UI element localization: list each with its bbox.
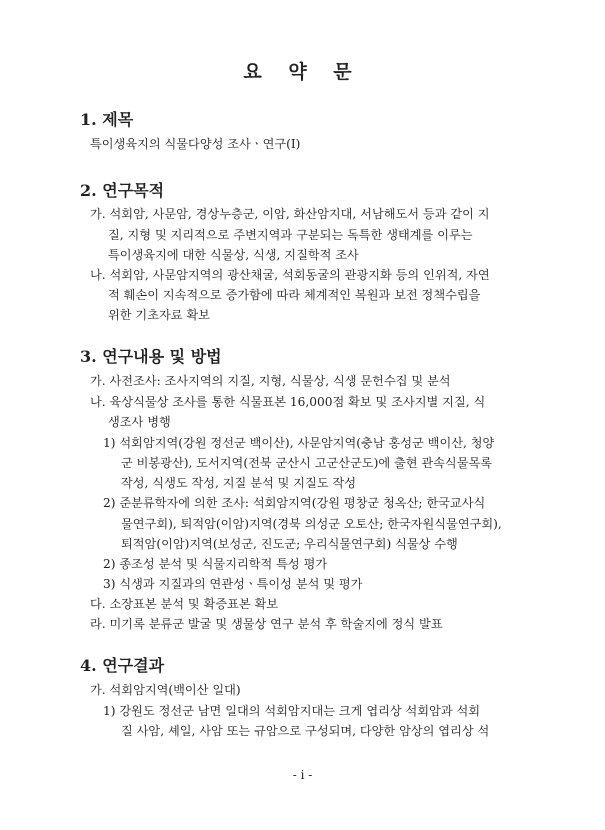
body-line: 2) 종조성 분석 및 식물지리학적 특성 평가 bbox=[103, 557, 328, 571]
body-line: 위한 기초자료 확보 bbox=[108, 308, 210, 322]
page-number: - i - bbox=[292, 768, 313, 782]
body-line: 작성, 식생도 작성, 지질 분석 및 지질도 작성 bbox=[121, 476, 357, 490]
body-line: 적 훼손이 지속적으로 증가함에 따라 체계적인 복원과 보전 정책수립을 bbox=[108, 288, 481, 302]
body-line: 2) 준분류학자에 의한 조사: 석회암지역(강원 평창군 청옥산; 한국교사식 bbox=[103, 496, 486, 510]
body-line: 질, 지형 및 지리적으로 주변지역과 구분되는 독특한 생태계를 이루는 bbox=[108, 228, 473, 242]
body-line: 생조사 병행 bbox=[108, 415, 171, 429]
body-line: 나. 석회암, 사문암지역의 광산채굴, 석회동굴의 관광지화 등의 인위적, 자연 bbox=[90, 268, 490, 282]
body-line: 특이생육지의 식물다양성 조사ㆍ연구(Ⅰ) bbox=[90, 137, 301, 151]
body-line: 군 비봉광산), 도서지역(전북 군산시 고군산군도)에 출현 관속식물목록 bbox=[121, 456, 493, 470]
body-line: 1) 강원도 정선군 남면 일대의 석회암지대는 크게 엽리상 석회암과 석회 bbox=[103, 704, 481, 718]
body-line: 다. 소장표본 분석 및 확증표본 확보 bbox=[90, 597, 279, 611]
section-heading-results: 4. 연구결과 bbox=[80, 656, 165, 675]
body-line: 3) 식생과 지질과의 연관성ㆍ특이성 분석 및 평가 bbox=[103, 577, 363, 591]
section-heading-methods: 3. 연구내용 및 방법 bbox=[80, 347, 222, 366]
document-title: 요 약 문 bbox=[243, 61, 362, 83]
body-line: 1) 석회암지역(강원 정선군 백이산), 사문암지역(충남 홍성군 백이산, 청양 bbox=[103, 436, 495, 450]
body-line: 퇴적암(이암)지역(보성군, 진도군; 우리식물연구회) 식물상 수행 bbox=[121, 537, 458, 551]
body-line: 나. 육상식물상 조사를 통한 식물표본 16,000점 확보 및 조사지별 지질, 식 bbox=[90, 395, 486, 409]
body-line: 물연구회), 퇴적암(이암)지역(경북 의성군 오토산; 한국자원식물연구회), bbox=[121, 517, 502, 531]
section-heading-title: 1. 제목 bbox=[80, 110, 134, 129]
body-line: 가. 석회암, 사문암, 경상누층군, 이암, 화산암지대, 서남해도서 등과 같이 지 bbox=[90, 207, 490, 221]
body-line: 가. 사전조사: 조사지역의 지질, 지형, 식물상, 식생 문헌수집 및 분석 bbox=[90, 374, 451, 388]
body-line: 라. 미기록 분류군 발굴 및 생물상 연구 분석 후 학술지에 정식 발표 bbox=[90, 617, 443, 631]
body-line: 질 사암, 셰일, 사암 또는 규암으로 구성되며, 다양한 암상의 엽리상 석 bbox=[121, 724, 490, 738]
body-line: 가. 석회암지역(백이산 일대) bbox=[90, 683, 241, 697]
body-line: 특이생육지에 대한 식물상, 식생, 지질학적 조사 bbox=[108, 248, 359, 262]
section-heading-purpose: 2. 연구목적 bbox=[80, 181, 165, 200]
